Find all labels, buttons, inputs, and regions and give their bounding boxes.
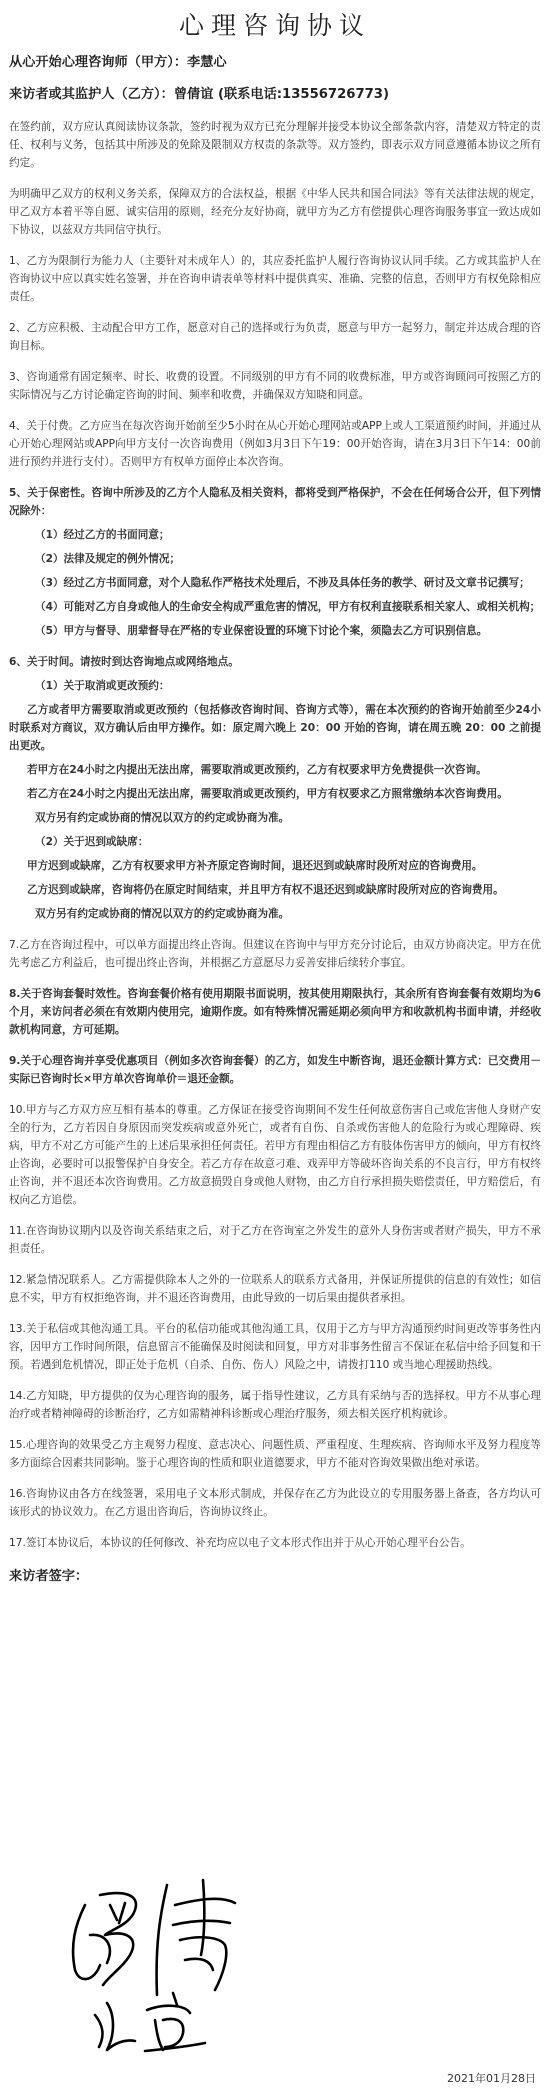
clause-paragraph: （1）经过乙方的书面同意； — [35, 529, 170, 541]
clause-paragraph: 为明确甲乙双方的权利义务关系，保障双方的合法权益，根据《中华人民共和国合同法》等有关法律法规的规定，甲乙双方本着平等自愿、诚实信用的原则，经充分友好协商，就甲方为乙方有偿提供心理咨询服务事宜一致达成如下协议，以兹双方共同信守执行。 — [9, 188, 541, 236]
clause-paragraph: （5）甲方与督导、朋辈督导在严格的专业保密设置的环境下讨论个案，须隐去乙方可识别信息。 — [35, 625, 488, 637]
visitor-sign-label: 来访者签字： — [9, 1569, 89, 1584]
clause-paragraph: 乙方迟到或缺席，咨询将仍在原定时间结束，并且甲方有权不退还迟到或缺席时段所对应的咨询费用。 — [27, 884, 504, 896]
counselor-line: 从心开始心理咨询师（甲方）：李慧心 — [9, 55, 227, 70]
clause-paragraph: 15.心理咨询的效果受乙方主观努力程度、意志决心、问题性质、严重程度、生理疾病、咨询师水平及努力程度等多方面综合因素共同影响。鉴于心理咨询的性质和职业道德要求，甲方不能对咨询效果做出绝对承诺。 — [9, 1439, 541, 1469]
clause-paragraph: （2）关于迟到或缺席： — [35, 836, 149, 848]
clause-paragraph: 1、乙方为限制行为能力人（主要针对未成年人）的，其应委托监护人履行咨询协议认同手续。乙方或其监护人在咨询协议中应以真实姓名签署，并在咨询申请表单等材料中提供真实、准确、完整的信息，否则甲方有权免除相应责任。 — [9, 255, 541, 303]
clause-paragraph: 9.关于心理咨询并享受优惠项目（例如多次咨询套餐）的乙方，如发生中断咨询，退还金额计算方式：已交费用－实际已咨询时长×甲方单次咨询单价＝退还金额。 — [9, 1055, 541, 1085]
clause-paragraph: （1）关于取消或更改预约： — [35, 680, 170, 692]
clause-paragraph: 甲方迟到或缺席，乙方有权要求甲方补齐原定咨询时间，退还迟到或缺席时段所对应的咨询费用。 — [27, 860, 483, 872]
clause-paragraph: 若乙方在24小时之内提出无法出席，需要取消或更改预约，甲方有权要求乙方照常缴纳本次咨询费用。 — [27, 788, 508, 800]
page-title: 心理咨询协议 — [178, 11, 371, 40]
signing-date: 2021年01月28日 — [447, 2072, 536, 2085]
clause-paragraph: 3、咨询通常有固定频率、时长、收费的设置。不同级别的甲方有不同的收费标准，甲方或咨询顾问可按照乙方的实际情况与乙方讨论确定咨询的时间、频率和收费，并确保双方知晓和同意。 — [9, 371, 541, 401]
clause-paragraph: 2、乙方应积极、主动配合甲方工作，愿意对自己的选择或行为负责，愿意与甲方一起努力，制定并达成合理的咨询目标。 — [9, 322, 541, 352]
clause-paragraph: （3）经过乙方书面同意，对个人隐私作严格技术处理后，不涉及具体任务的教学、研讨及文章书记撰写； — [35, 577, 530, 589]
clause-paragraph: 14.乙方知晓，甲方提供的仅为心理咨询的服务，属于指导性建议，乙方具有采纳与否的选择权。甲方不从事心理治疗或者精神障碍的诊断治疗，乙方如需精神科诊断或心理治疗服务，须去相关医疗机构就诊。 — [9, 1390, 541, 1420]
clause-paragraph: 6、关于时间。请按时到达咨询地点或网络地点。 — [9, 656, 239, 668]
clause-paragraph: 双方另有约定或协商的情况以双方的约定或协商为准。 — [35, 908, 290, 920]
clause-paragraph: 双方另有约定或协商的情况以双方的约定或协商为准。 — [35, 812, 290, 824]
clause-paragraph: 乙方或者甲方需要取消或更改预约（包括修改咨询时间、咨询方式等），需在本次预约的咨询开始前至少24小时联系对方商议，双方确认后由甲方操作。如：原定周六晚上 20：00 开始的咨询，请在周五晚 20：00 之前提出更改。 — [9, 704, 541, 752]
clause-paragraph: 若甲方在24小时之内提出无法出席，需要取消或更改预约，乙方有权要求甲方免费提供一次咨询。 — [27, 764, 487, 776]
clause-paragraph: 17.签订本协议后，本协议的任何修改、补充均应以电子文本形式作出并于从心开始心理平台公告。 — [9, 1537, 471, 1549]
clause-paragraph: 在签约前，双方应认真阅读协议条款，签约时视为双方已充分理解并接受本协议全部条款内容，清楚双方特定的责任、权利与义务，包括其中所涉及的免除及限制双方权责的条款等。双方签约，即表示双方同意遵循本协议之所有约定。 — [9, 121, 541, 169]
clause-paragraph: 13.关于私信或其他沟通工具。平台的私信功能或其他沟通工具，仅用于乙方与甲方沟通预约时间更改等事务性内容，因甲方工作时间所限，信息留言不能确保及时阅读和回复，甲方对非事务性留言不保证在私信中给予回复和干预。若遇到危机情况，即正处于危机（自杀、自伤、伤人）风险之中，请拨打110 或当地心理援助热线。 — [9, 1323, 541, 1371]
clause-paragraph: 7.乙方在咨询过程中，可以单方面提出终止咨询。但建议在咨询中与甲方充分讨论后，由双方协商决定。甲方在优先考虑乙方利益后，也可提出终止咨询，并根据乙方意愿尽力妥善安排后续转介事宜。 — [9, 939, 541, 969]
clause-paragraph: 10.甲方与乙方双方应互相有基本的尊重。乙方保证在接受咨询期间不发生任何故意伤害自己或危害他人身财产安全的行为，乙方若因自身原因而突发疾病或意外死亡，或者有自伤、自杀或伤害他人的危险行为或心理障碍、疾病，甲方不对乙方可能产生的上述后果承担任何责任。若甲方有理由相信乙方有肢体伤害甲方的倾向，甲方有权终止咨询，必要时可以报警保护自身安全。若乙方存在故意刁难、戏弄甲方等破坏咨询关系的不良言行，甲方有权终止咨询，并不退还本次咨询费用。乙方故意损毁自身或他人财物，由乙方自行承担损失赔偿责任，甲方赔偿后，有权向乙方追偿。 — [9, 1104, 541, 1206]
clause-paragraph: 8.关于咨询套餐时效性。咨询套餐价格有使用期限书面说明，按其使用期限执行，其余所有咨询套餐有效期均为6个月，来访问者必须在有效期内使用完，逾期作废。如有特殊情况需延期必须向甲方和收款机构书面申请，并经收款机构同意，方可延期。 — [9, 988, 541, 1036]
clause-paragraph: 12.紧急情况联系人。乙方需提供除本人之外的一位联系人的联系方式备用，并保证所提供的信息的有效性；如信息不实，甲方有权拒绝咨询，并不退还咨询费用，由此导致的一切后果由提供者承担。 — [9, 1274, 541, 1304]
handwritten-signature — [55, 1875, 275, 2055]
clause-paragraph: 16.咨询协议由各方在线签署，采用电子文本形式制成，并保存在乙方为此设立的专用服务器上备查，各方均认可该形式的协议效力。在乙方退出咨询后，咨询协议终止。 — [9, 1488, 541, 1518]
clause-paragraph: 11.在咨询协议期内以及咨询关系结束之后，对于乙方在咨询室之外发生的意外人身伤害或者财产损失，甲方不承担责任。 — [9, 1225, 541, 1255]
clause-paragraph: （2）法律及规定的例外情况； — [35, 553, 181, 565]
clause-paragraph: （4）可能对乙方自身或他人的生命安全构成严重危害的情况，甲方有权利直接联系相关家人、或相关机构； — [35, 601, 541, 613]
clause-paragraph: 4、关于付费。乙方应当在每次咨询开始前至少5小时在从心开始心理网站或APP上或人工渠道预约时间，并通过从心开始心理网站或APP向甲方支付一次咨询费用（例如3月3日下午19：00开始咨询，请在3月3日下午14：00前进行预约并进行支付）。否则甲方有权单方面停止本次咨询。 — [9, 420, 541, 468]
agreement-clauses — [9, 118, 541, 1552]
clause-paragraph: 5、关于保密性。咨询中所涉及的乙方个人隐私及相关资料，都将受到严格保护，不会在任何场合公开，但下列情况除外： — [9, 487, 541, 517]
visitor-line: 来访者或其监护人（乙方）：曾倩谊 (联系电话:13556726773) — [9, 87, 390, 102]
